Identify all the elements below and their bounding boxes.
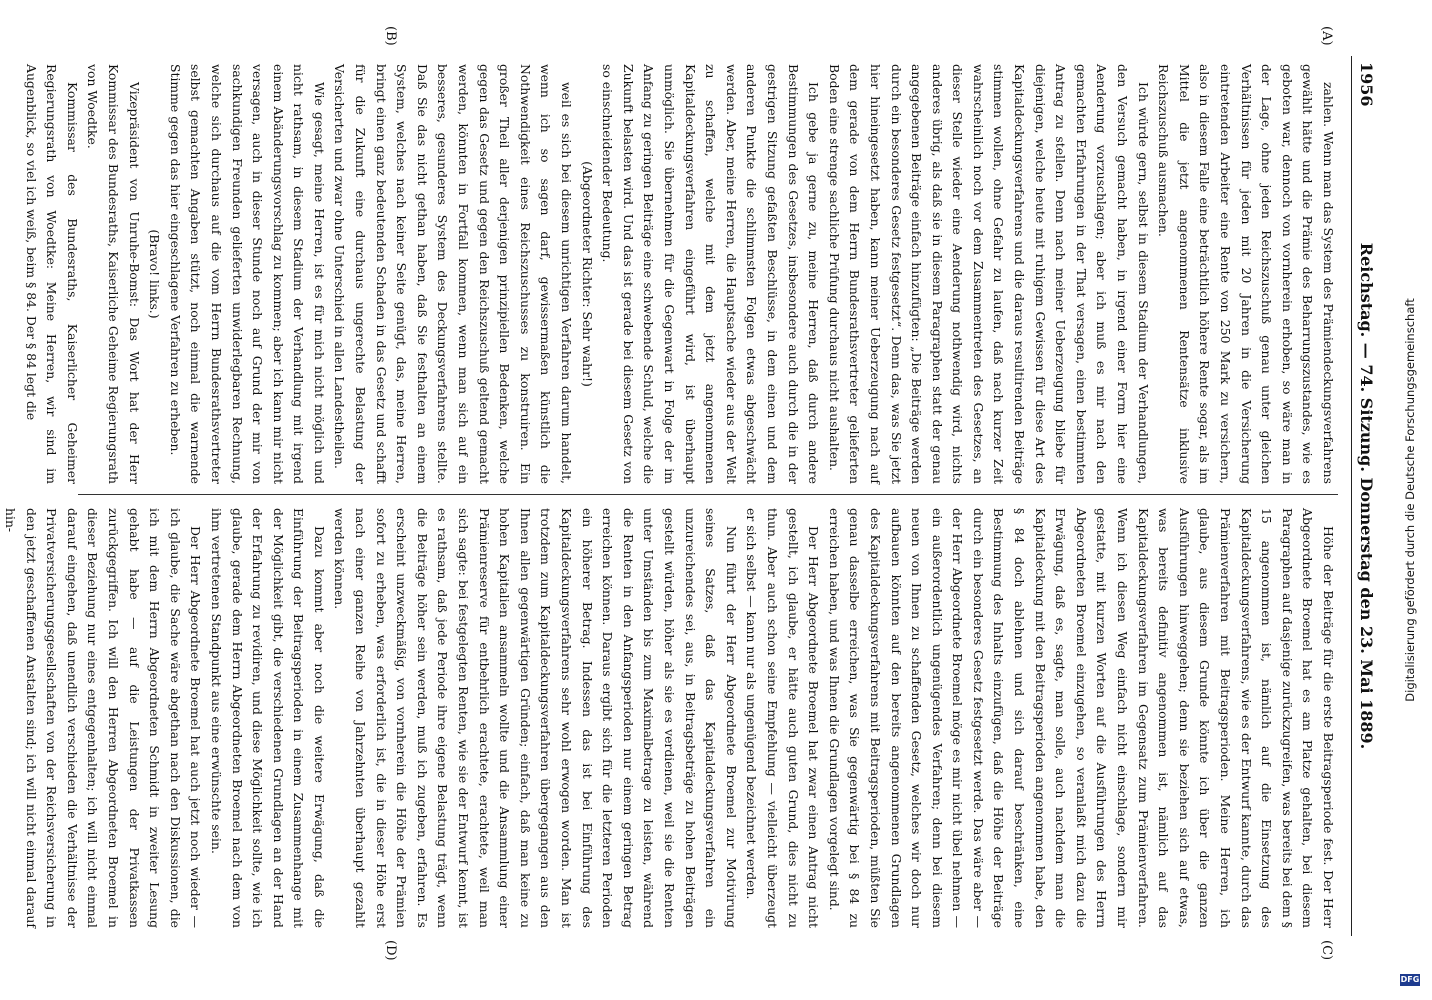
dfg-logo: DFG — [1400, 975, 1420, 984]
left-paragraph-2: Ich würde gern, selbst in diesem Stadium der Verhandlungen, den Versuch gemacht haben, in irgend einer Form hier eine Aenderung vorzuschlagen; aber ich muß es mir nach den gemachten Erfahrungen in der That versagen, einen bestimmten Antrag zu stellen. Denn nach meiner Ueberzeugung bliebe für diejenigen, welche heute mit ruhigem Gewissen für diese Art des Kapitaldeckungsverfahrens und die daraus resultirenden Beiträge stimmen wollen, ohne Gefahr zu laufen, daß nach kurzer Zeit wahrscheinlich noch vor dem Zusammentreten des Gesetzes, an dieser Stelle wieder eine Aenderung nothwendig wird, nichts anderes übrig, als daß sie in diesem Paragraphen statt der genau angegebenen Beiträge einfach hinzufügten: „Die Beiträge werden durch ein besonderes Gesetz festgesetzt“. Denn das, was Sie jetzt hier hineingesetzt haben, kann meiner Ueberzeugung nach auf dem gerade von dem Herrn Bundesrathsvertreter gelieferten Boden eine strenge sachliche Prüfung durchaus nicht aushalten. — [826, 64, 1151, 484]
left-paragraph-vizepraesident: Vizepräsident von Unruhe-Bomst: Das Wort hat der Herr Kommissar des Bundesraths, Kaiserliche Geheime Regierungsrath von Woedtke. — [85, 64, 142, 484]
left-paragraph-6: Wie gesagt, meine Herren, ist es für mich nicht möglich und nicht rathsam, in diesem Stadium der Verhandlung mit irgend einem Abänderungsvorschlag zu kommen; aber ich kann mir nicht versagen, auch in dieser Stunde noch auf Grund der mir von sachkundigen Freunden gelieferten unwiderlegbaren Rechnung, welche sich durchaus auf die vom Herrn Bundesrathsvertreter selbst gemachten Angaben stützt, noch einmal die warnende Stimme gegen das hier eingeschlagene Verfahren zu erheben. — [167, 64, 327, 484]
margin-mark-a: (A) — [1319, 26, 1334, 46]
left-paragraph-1: zahlen. Wenn man das System des Prämiendeckungsverfahrens gewählt hätte und die Prämie des Beharrungszustandes, wie es geboten war, dennoch von vornherein erhoben, so wäre man in der Lage, ohne jeden Reichszuschuß genau unter gleichen Verhältnissen für jeden mit 20 Jahren in die Versicherung eintretenden Arbeiter eine Rente von 250 Mark zu versichern, also in diesem Falle eine beträchtlich höhere Rente sogar, als im Mittel die jetzt angenommenen Rentensätze inklusive Reichszuschuß ausmachen. — [1156, 64, 1336, 484]
left-column — [23, 64, 1338, 484]
margin-mark-d: (D) — [383, 940, 398, 961]
right-paragraph-4: Dazu kommt aber noch die weitere Erwägung, daß die Einführung der Beitragsperioden in einem Zusammenhange mit der Möglichkeit gibt, die verschiedenen Grundlagen an der Hand der Erfahrung zu revidiren, und diese Möglichkeit sollte, wie ich glaube, gerade dem Herrn Abgeordneten Broemel nach dem von ihm vertretenen Standpunkt aus eine erwünschte sein. — [208, 508, 327, 928]
page-title: Reichstag. — 74. Sitzung. Donnerstag den 23. Mai 1889. — [1357, 242, 1376, 750]
right-paragraph-5: Der Herr Abgeordnete Broemel hat auch jetzt noch wieder — ich glaube, die Sache wäre abgethan nach den Diskussionen, die ich mit dem Herrn Abgeordneten Schmidt in zweiter Lesung gehabt habe — auf die Leistungen der Privatkassen zurückgegriffen. Ich will den Herren Abgeordneten Broemel in dieser Beziehung nur eines entgegenhalten; ich will nicht einmal darauf eingehen, daß unendlich verschieden die Verhältnisse der Privatversicherungsgesellschaften von der Reichsversicherung in den jetzt geschaffenen Anstalten sind; ich will nicht einmal darauf hin- — [3, 508, 204, 928]
interjection-richter: (Abgeordneter Richter: Sehr wahr!) — [579, 161, 595, 387]
right-paragraph-1: Höhe der Beiträge für die erste Beitragsperiode fest. Der Herr Abgeordnete Broemel hat es am Platze gehalten, bei diesem Paragraphen auf dasjenige zurückzugreifen, was bereits bei dem § 15 angenommen ist, nämlich auf die Einsetzung des Kapitaldeckungsverfahrens, wie es der Entwurf kannte, durch das Prämienverfahren mit Beitragsperioden. Meine Herren, ich glaube, aus diesem Grunde könnte ich über die ganzen Ausführungen hinweggehen; denn sie beziehen sich auf etwas, was bereits definitiv angenommen ist, nämlich auf das Kapitaldeckungsverfahren im Gegensatz zum Prämienverfahren. Wenn ich diesen Weg einfach nicht einschlage, sondern mir gestatte, mit kurzen Worten auf die Ausführungen des Herrn Abgeordneten Broemel einzugehen, so veranlaßt mich dazu die Erwägung, daß es, sagte, man solle, auch nachdem man die Kapitaldeckung mit den Beitragsperioden angenommen habe, den § 84 doch ablehnen und sich darauf beschränken, eine Bestimmung des Inhalts einzufügen, daß die Höhe der Beiträge durch ein besonderes Gesetz festgesetzt werde. Das wäre aber — der Herr Abgeordnete Broemel möge es mir nicht übel nehmen — ein außerordentlich ungenügendes Verfahren; denn bei diesem neuen von Ihnen zu schaffenden Gesetz, welches wir doch nur aufbauen könnten auf den bereits angenommenen Grundlagen des Kapitaldeckungsverfahrens mit Beitragsperioden, müßten Sie genau dasselbe erreichen, was Sie gegenwärtig bei § 84 zu erreichen haben, und was Ihnen die Grundlagen vorgelegt sind. — [826, 508, 1336, 928]
right-paragraph-2: Der Herr Abgeordnete Broemel hat zwar einen Antrag nicht gestellt, ich glaube, er hätte auch guten Grund, dies nicht zu thun. Aber auch schon seine Empfehlung — vielleicht überzeugt er sich selbst — kann nur als ungenügend bezeichnet werden. — [744, 508, 822, 928]
margin-mark-b: (B) — [383, 26, 398, 46]
column-divider — [78, 494, 1338, 495]
scanned-page-area — [3, 26, 1378, 961]
right-paragraph-3: Nun führt der Herr Abgeordnete Broemel zur Motivirung seines Satzes, daß das Kapitaldeckungsverfahren ein unzureichendes sei, aus, in Beitragsbeträge zu hohen Beiträgen gestellt würden, höher als sie es verdienen, weil sie die Renten unter Umständen bis zum Maximalbetrage zu leisten, während die Renten in den Anfangsperioden nur einem geringen Betrag erreichen können. Daraus ergibt sich für die letzteren Perioden ein höherer Betrag. Indessen das ist bei Einführung des Kapitaldeckungsverfahrens sehr wohl erwogen worden. Man ist trotzdem zum Kapitaldeckungsverfahren übergegangen aus den Ihnen allen gegenwärtigen Gründen; einfach, daß man keine zu hohen Kapitalien ansammeln wollte und die Ansammlung einer Prämienreserve für entbehrlich erachtete, erachtete, weil man sich sagte: bei festgelegten Renten, wie sie der Entwurf kennt, ist es rathsam, daß jede Periode ihre eigene Belastung trägt, wenn die Beiträge höher sein werden, muß ich zugeben, erfahren. Es erscheint unzweckmäßig, von vornherein die Höhe der Prämien sofort zu erheben, was erforderlich ist, die in dieser Höhe erst nach einer ganzen Reihe von Jahrzehnten überhaupt gezahlt werden können. — [332, 508, 739, 928]
left-paragraph-3: Ich gebe ja gerne zu, meine Herren, daß durch andere Bestimmungen des Gesetzes, insbesondere auch durch die in der gestrigen Sitzung gefaßten Beschlüsse, in dem einen und dem anderen Punkte die schlimmsten Folgen etwas abgeschwächt werden. Aber, meine Herren, die Hauptsache wieder aus der Welt zu schaffen, welche mit dem jetzt angenommenen Kapitaldeckungsverfahren eingeführt wird, ist überhaupt unmöglich. Sie übernehmen für die Gegenwart in Folge der im Anfang zu geringen Beiträge eine schwebende Schuld, welche die Zukunft belasten wird. Und das ist gerade bei diesem Gesetz von so einschneidender Bedeutung. — [600, 64, 822, 484]
right-column — [3, 508, 1338, 928]
left-paragraph-kommissar: Kommissar des Bundesraths, Kaiserlicher Geheimer Regierungsrath von Woedtke: Meine Herren, wir sind im Augenblick, so viel ich weiß, beim § 84. Der § 84 legt die — [23, 64, 80, 484]
funding-credit: Digitalisierung gefördert durch die Deutsche Forschungsgemeinschaft — [1403, 298, 1417, 702]
document-page — [3, 26, 1378, 961]
page-header — [1351, 56, 1378, 936]
margin-mark-c: (C) — [1319, 940, 1334, 961]
interjection-bravo: (Bravo! links.) — [147, 229, 163, 319]
digitization-footer — [1396, 10, 1424, 990]
left-paragraph-5: weil es sich bei diesem unrichtigen Verfahren darum handelt, wenn ich so sagen darf, gewissermaßen künstlich die Nothwendigkeit eines Reichszuschusses zu konstruiren. Ein großer Theil aller derjenigen prinzipiellen Bedenken, welche gegen das Gesetz und gegen den Reichszuschuß geltend gemacht werden, könnten in Fortfall kommen, wenn man sich auf ein besseres, gesunderes System des Deckungsverfahrens stellte. Daß Sie das nicht gethan haben, daß Sie festhalten an einem System, welches nach keiner Seite genügt, das, meine Herren, bringt einen ganz bedeutenden Schaden in das Gesetz und schafft für die Zukunft eine durchaus ungerechte Belastung der Versicherten und zwar ohne Unterschied in allen Landestheilen. — [332, 64, 575, 484]
page-number: 1956 — [1357, 62, 1376, 107]
